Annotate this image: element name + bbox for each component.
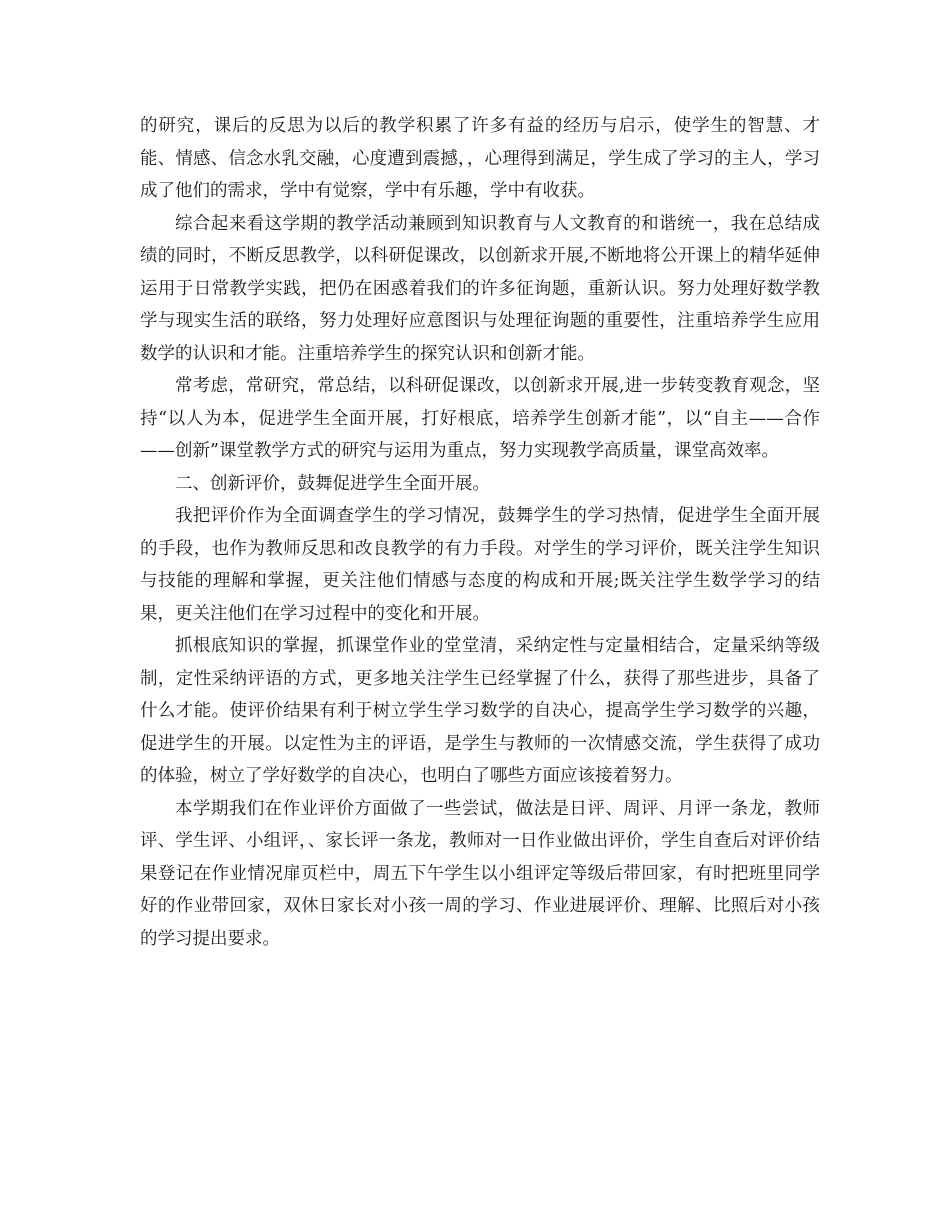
paragraph-2: 综合起来看这学期的教学活动兼顾到知识教育与人文教育的和谐统一，我在总结成绩的同时，不断反思教学，以科研促课改，以创新求开展,不断地将公开课上的精华延伸运用于日常教学实践，把仍在困惑着我们的许多征询题，重新认识。努力处理好数学教学与现实生活的联络，努力处理好应意图识与处理征询题的重要性，注重培养学生应用数学的认识和才能。注重培养学生的探究认识和创新才能。 (140, 213, 820, 364)
document-page (140, 110, 820, 955)
section-heading: 二、创新评价，鼓舞促进学生全面开展。 (175, 473, 490, 494)
paragraph-3: 常考虑，常研究，常总结，以科研促课改，以创新求开展,进一步转变教育观念，坚持“以人为本，促进学生全面开展，打好根底，培养学生创新才能”，以“自主——合作——创新”课堂教学方式的研究与运用为重点，努力实现教学高质量，课堂高效率。 (140, 376, 820, 461)
paragraph-1: 的研究，课后的反思为以后的教学积累了许多有益的经历与启示，使学生的智慧、才能、情感、信念水乳交融，心度遭到震撼，，心理得到满足，学生成了学习的主人，学习成了他们的需求，学中有觉察，学中有乐趣，学中有收获。 (140, 116, 820, 201)
paragraph-6: 本学期我们在作业评价方面做了一些尝试，做法是日评、周评、月评一条龙，教师评、学生评、小组评，、家长评一条龙，教师对一日作业做出评价，学生自查后对评价结果登记在作业情况扉页栏中，周五下午学生以小组评定等级后带回家，有时把班里同学好的作业带回家，双休日家长对小孩一周的学习、作业进展评价、理解、比照后对小孩的学习提出要求。 (140, 798, 820, 949)
paragraph-4: 我把评价作为全面调查学生的学习情况，鼓舞学生的学习热情，促进学生全面开展的手段，也作为教师反思和改良教学的有力手段。对学生的学习评价，既关注学生知识与技能的理解和掌握，更关注他们情感与态度的构成和开展;既关注学生数学学习的结果，更关注他们在学习过程中的变化和开展。 (140, 506, 820, 624)
paragraph-5: 抓根底知识的掌握，抓课堂作业的堂堂清，采纳定性与定量相结合，定量采纳等级制，定性采纳评语的方式，更多地关注学生已经掌握了什么，获得了那些进步，具备了什么才能。使评价结果有利于树立学生学习数学的自决心，提高学生学习数学的兴趣，促进学生的开展。以定性为主的评语，是学生与教师的一次情感交流，学生获得了成功的体验，树立了学好数学的自决心，也明白了哪些方面应该接着努力。 (140, 636, 820, 786)
